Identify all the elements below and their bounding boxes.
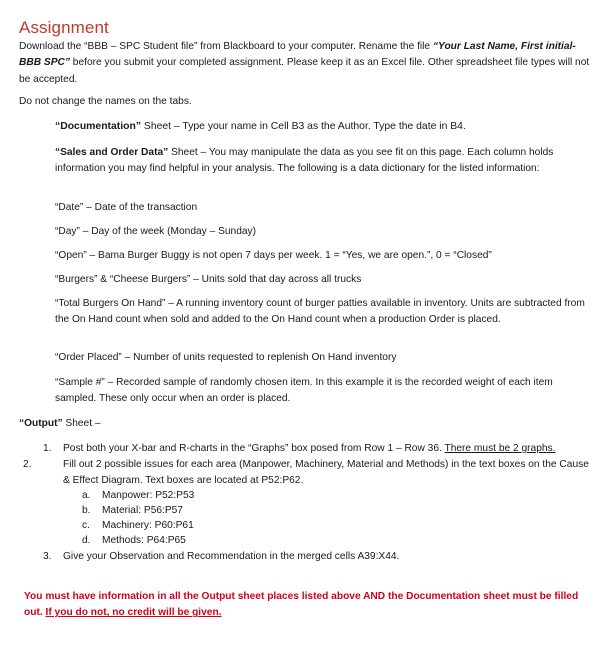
- credit-warning-text: You must have information in all the Output sheet places listed above AND the Documentation sheet must be filled out.: [24, 591, 579, 619]
- output-item-2-text: Fill out 2 possible issues for each area (Manpower, Machinery, Material and Methods) in the text boxes on the Cause & Effect Diagram. Text boxes are located at P52:P62.: [63, 459, 589, 487]
- sub-item-machinery: [82, 518, 482, 534]
- credit-warning-emphasis: If you do not, no credit will be given.: [45, 607, 222, 619]
- output-item-2-number: 2.: [23, 459, 32, 470]
- output-item-3-number: 3.: [43, 551, 52, 562]
- intro-filename: “Your Last Name, First initial-BBB SPC”: [19, 41, 576, 69]
- sub-item-letter: a.: [82, 490, 91, 501]
- documentation-text: Sheet – Type your name in Cell B3 as the Author. Type the date in B4.: [141, 121, 466, 132]
- dictionary-burgers: “Burgers” & “Cheese Burgers” – Units sold that day across all trucks: [55, 274, 362, 285]
- sub-item-text: Manpower: P52:P53: [102, 490, 195, 501]
- output-item-2: [23, 457, 598, 490]
- dictionary-sample: “Sample #” – Recorded sample of randomly chosen item. In this example it is the recorded weight of each item sampled. These only occur when an order is placed.: [55, 377, 553, 405]
- dictionary-open: “Open” – Bama Burger Buggy is not open 7 days per week. 1 = “Yes, we are open.”, 0 = “Closed”: [55, 250, 492, 261]
- output-item-3-text: Give your Observation and Recommendation in the merged cells A39:X44.: [63, 551, 400, 562]
- tabs-note: Do not change the names on the tabs.: [19, 96, 192, 107]
- dictionary-total: “Total Burgers On Hand” – A running inventory count of burger patties available in inventory. Units are subtracted from the On Hand count when sold and added to the On Hand count when a production Order is placed.: [55, 298, 585, 326]
- intro-text-3: before you submit your completed assignment. Please keep it as an Excel file. Other spreadsheet file types will not be accepted.: [19, 57, 590, 85]
- dictionary-order: “Order Placed” – Number of units requested to replenish On Hand inventory: [55, 352, 397, 363]
- dictionary-date: “Date” – Date of the transaction: [55, 202, 198, 213]
- output-label: “Output”: [19, 418, 63, 429]
- output-item-1-text: Post both your X-bar and R-charts in the “Graphs” box posed from Row 1 – Row 36.: [63, 443, 445, 454]
- credit-warning: [24, 589, 594, 622]
- sub-item-methods: [82, 533, 482, 549]
- output-text: Sheet –: [62, 418, 101, 429]
- intro-text-1: Download the “BBB – SPC Student file” from Blackboard to your computer. Rename the file: [19, 41, 433, 52]
- sub-item-manpower: [82, 488, 482, 504]
- output-item-1: [43, 441, 598, 457]
- dictionary-day: “Day” – Day of the week (Monday – Sunday): [55, 226, 257, 237]
- sub-item-letter: d.: [82, 535, 91, 546]
- sales-text: Sheet – You may manipulate the data as you see fit on this page. Each column holds information you may find helpful in your analysis. The following is a data dictionary for the listed information:: [55, 147, 554, 175]
- output-item-3: [43, 549, 598, 565]
- intro-paragraph: [19, 39, 594, 88]
- sales-paragraph: [55, 145, 580, 178]
- output-item-1-number: 1.: [43, 443, 52, 454]
- documentation-label: “Documentation”: [55, 121, 142, 132]
- sub-item-letter: b.: [82, 505, 91, 516]
- sub-item-letter: c.: [82, 520, 90, 531]
- output-item-1-emphasis: There must be 2 graphs.: [444, 443, 556, 454]
- sub-item-material: [82, 503, 482, 519]
- sales-label: “Sales and Order Data”: [55, 147, 169, 158]
- output-heading: [19, 416, 594, 432]
- documentation-paragraph: [55, 119, 595, 135]
- sub-item-text: Material: P56:P57: [102, 505, 183, 516]
- sub-item-text: Machinery: P60:P61: [102, 520, 194, 531]
- page-title: Assignment: [19, 18, 109, 37]
- sub-item-text: Methods: P64:P65: [102, 535, 186, 546]
